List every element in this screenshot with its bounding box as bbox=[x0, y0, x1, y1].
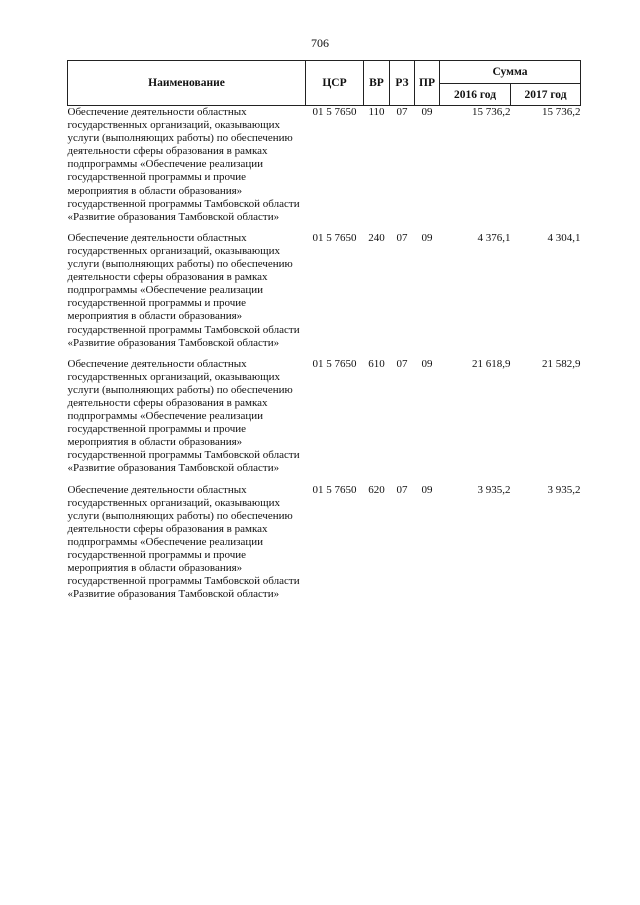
header-pr: ПР bbox=[415, 61, 440, 106]
row-sum-2016: 21 618,9 bbox=[472, 357, 511, 370]
table-row bbox=[68, 232, 581, 358]
row-pr: 09 bbox=[421, 231, 433, 244]
row-name: Обеспечение деятельности областных государственных организаций, оказывающих услуги (выполняющих работы) по обеспечению деятельности сферы образования в рамках подпрограммы «Обеспечение реализации государственной программы и прочие мероприятия в области образования» государственной программы Тамбовской области «Развитие образования Тамбовской области» bbox=[67, 357, 300, 475]
row-rz: 07 bbox=[396, 231, 408, 244]
row-rz: 07 bbox=[396, 357, 408, 370]
row-vr: 240 bbox=[368, 231, 385, 244]
row-pr: 09 bbox=[421, 106, 433, 118]
row-name: Обеспечение деятельности областных государственных организаций, оказывающих услуги (выполняющих работы) по обеспечению деятельности сферы образования в рамках подпрограммы «Обеспечение реализации государственной программы и прочие мероприятия в области образования» государственной программы Тамбовской области «Развитие образования Тамбовской области» bbox=[67, 483, 300, 601]
row-rz: 07 bbox=[396, 483, 408, 496]
row-csr: 01 5 7650 bbox=[312, 231, 357, 244]
row-csr: 01 5 7650 bbox=[312, 483, 357, 496]
row-sum-2016: 3 935,2 bbox=[477, 483, 511, 496]
row-name: Обеспечение деятельности областных государственных организаций, оказывающих услуги (выполняющих работы) по обеспечению деятельности сферы образования в рамках подпрограммы «Обеспечение реализации государственной программы и прочие мероприятия в области образования» государственной программы Тамбовской области «Развитие образования Тамбовской области» bbox=[67, 231, 300, 349]
table-row bbox=[68, 484, 581, 610]
row-sum-2016: 4 376,1 bbox=[477, 231, 511, 244]
budget-table bbox=[67, 60, 581, 609]
header-2016: 2016 год bbox=[440, 84, 511, 106]
row-vr: 620 bbox=[368, 483, 385, 496]
row-sum-2016: 15 736,2 bbox=[472, 106, 511, 118]
row-csr: 01 5 7650 bbox=[312, 357, 357, 370]
table-row bbox=[68, 106, 581, 232]
row-csr: 01 5 7650 bbox=[312, 106, 357, 118]
row-pr: 09 bbox=[421, 483, 433, 496]
row-rz: 07 bbox=[396, 106, 408, 118]
row-sum-2017: 3 935,2 bbox=[547, 483, 581, 496]
row-sum-2017: 21 582,9 bbox=[542, 357, 581, 370]
row-name: Обеспечение деятельности областных государственных организаций, оказывающих услуги (выполняющих работы) по обеспечению деятельности сферы образования в рамках подпрограммы «Обеспечение реализации государственной программы и прочие мероприятия в области образования» государственной программы Тамбовской области «Развитие образования Тамбовской области» bbox=[67, 106, 300, 223]
header-sum: Сумма bbox=[440, 61, 581, 84]
page-number: 706 bbox=[311, 36, 329, 50]
header-name: Наименование bbox=[68, 61, 306, 106]
header-2017: 2017 год bbox=[511, 84, 581, 106]
header-rz: РЗ bbox=[390, 61, 415, 106]
row-sum-2017: 15 736,2 bbox=[542, 106, 581, 118]
header-vr: ВР bbox=[364, 61, 390, 106]
table-row bbox=[68, 358, 581, 484]
row-sum-2017: 4 304,1 bbox=[547, 231, 581, 244]
row-pr: 09 bbox=[421, 357, 433, 370]
row-vr: 110 bbox=[368, 106, 385, 118]
header-csr: ЦСР bbox=[306, 61, 364, 106]
row-vr: 610 bbox=[368, 357, 385, 370]
